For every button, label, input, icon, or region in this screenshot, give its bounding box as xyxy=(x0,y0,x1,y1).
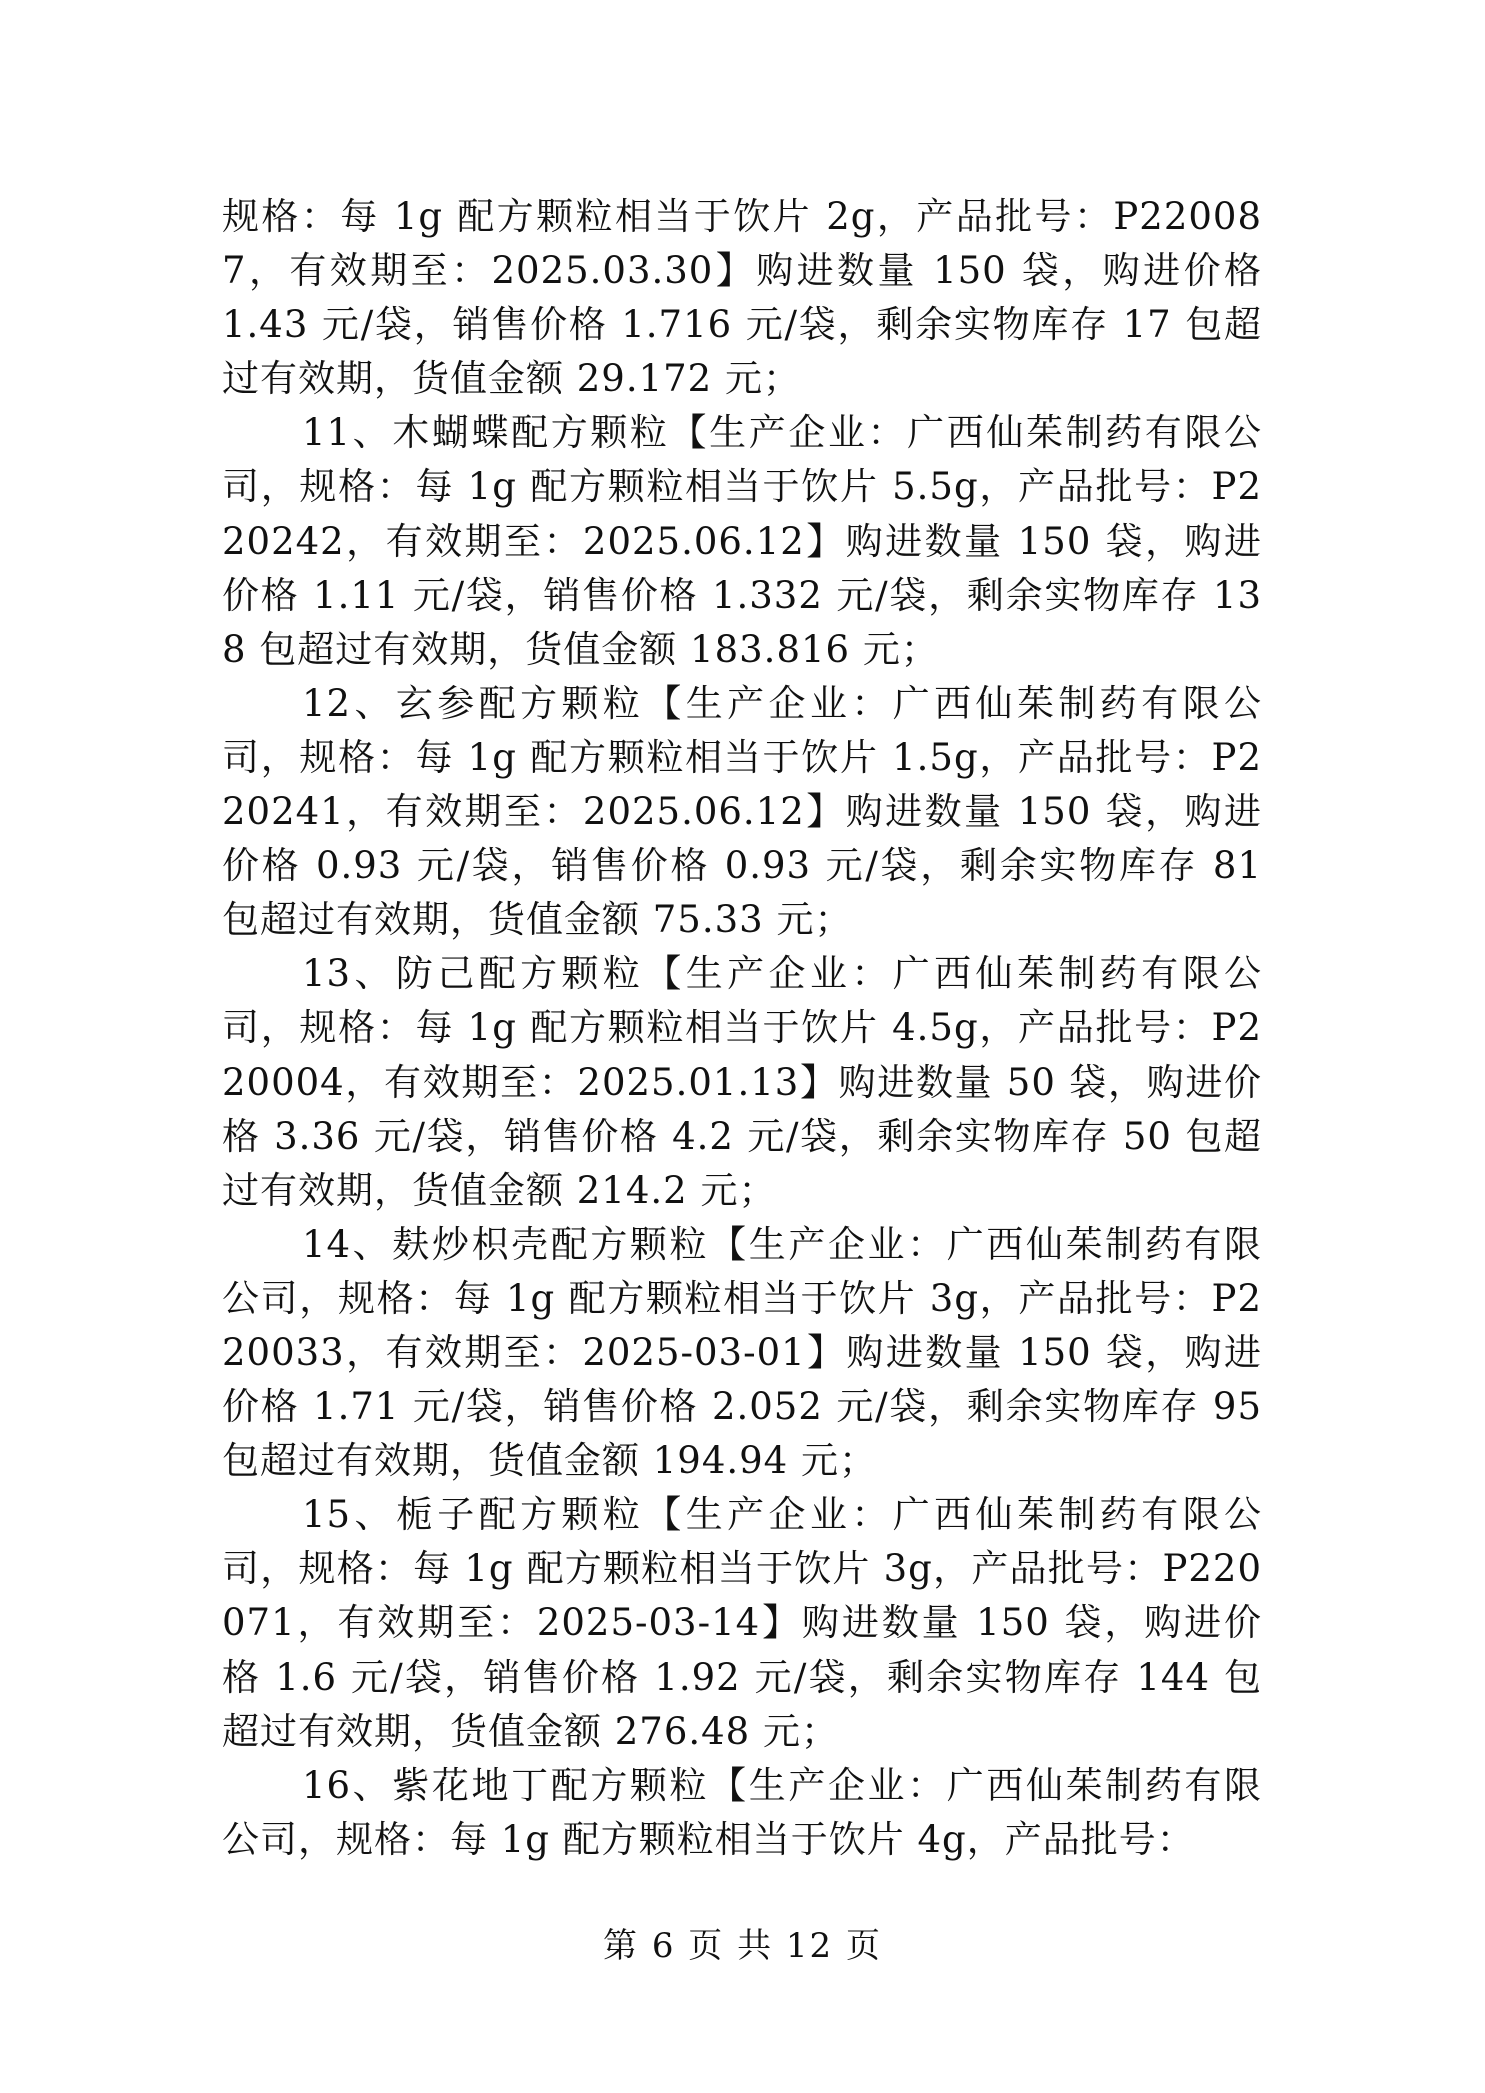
paragraph-item-14: 14、麸炒枳壳配方颗粒【生产企业：广西仙茱制药有限公司，规格：每 1g 配方颗粒相当于饮片 3g，产品批号：P220033，有效期至：2025-03-01】购进数量 150 袋，购进价格 1.71 元/袋，销售价格 2.052 元/袋，剩余实物库存 95 包超过有效期，货值金额 194.94 元； xyxy=(222,1222,1262,1483)
paragraph-item-12: 12、玄参配方颗粒【生产企业：广西仙茱制药有限公司，规格：每 1g 配方颗粒相当于饮片 1.5g，产品批号：P220241，有效期至：2025.06.12】购进数量 150 袋，购进价格 0.93 元/袋，销售价格 0.93 元/袋，剩余实物库存 81 包超过有效期，货值金额 75.33 元； xyxy=(222,681,1262,942)
page-number: 第 6 页 共 12 页 xyxy=(603,1926,882,1966)
paragraph-item-13: 13、防己配方颗粒【生产企业：广西仙茱制药有限公司，规格：每 1g 配方颗粒相当于饮片 4.5g，产品批号：P220004，有效期至：2025.01.13】购进数量 50 袋，购进价格 3.36 元/袋，销售价格 4.2 元/袋，剩余实物库存 50 包超过有效期，货值金额 214.2 元； xyxy=(222,952,1262,1212)
paragraph-item-16: 16、紫花地丁配方颗粒【生产企业：广西仙茱制药有限公司，规格：每 1g 配方颗粒相当于饮片 4g，产品批号： xyxy=(222,1763,1262,1861)
document-body xyxy=(222,190,1262,1867)
paragraph-item-10-continuation: 规格：每 1g 配方颗粒相当于饮片 2g，产品批号：P220087，有效期至：2025.03.30】购进数量 150 袋，购进价格 1.43 元/袋，销售价格 1.716 元/袋，剩余实物库存 17 包超过有效期，货值金额 29.172 元； xyxy=(222,195,1262,401)
paragraph-item-11: 11、木蝴蝶配方颗粒【生产企业：广西仙茱制药有限公司，规格：每 1g 配方颗粒相当于饮片 5.5g，产品批号：P220242，有效期至：2025.06.12】购进数量 150 袋，购进价格 1.11 元/袋，销售价格 1.332 元/袋，剩余实物库存 138 包超过有效期，货值金额 183.816 元； xyxy=(222,411,1262,671)
paragraph-item-15: 15、栀子配方颗粒【生产企业：广西仙茱制药有限公司，规格：每 1g 配方颗粒相当于饮片 3g，产品批号：P220071，有效期至：2025-03-14】购进数量 150 袋，购进价格 1.6 元/袋，销售价格 1.92 元/袋，剩余实物库存 144 包超过有效期，货值金额 276.48 元； xyxy=(222,1493,1262,1753)
